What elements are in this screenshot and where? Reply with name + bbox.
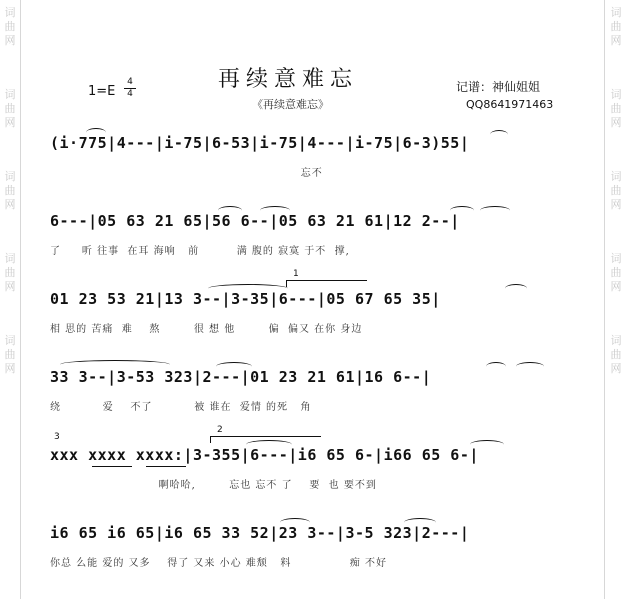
notation-line: xxx xxxx xxxx:|3-355|6---|i6 65 6-|i66 65 6-| — [50, 446, 479, 464]
watermark-group — [5, 88, 16, 130]
watermark-char: 曲 — [4, 20, 16, 33]
watermark-char: 词 — [610, 88, 622, 101]
watermark-char: 词 — [4, 334, 16, 347]
notation-line: i6 65 i6 65|i6 65 33 52|23 3--|3-5 323|2---| — [50, 524, 470, 542]
triplet-mark: 3 — [54, 432, 60, 442]
slur — [490, 130, 508, 139]
watermark-char: 网 — [4, 362, 16, 375]
slur — [516, 362, 544, 371]
watermark-char: 曲 — [4, 102, 16, 115]
notation-line: 6---|05 63 21 65|56 6--|05 63 21 61|12 2--| — [50, 212, 460, 230]
key-signature: 1=E — [88, 84, 116, 99]
watermark-group — [611, 334, 622, 376]
watermark-char: 网 — [4, 34, 16, 47]
slur — [280, 518, 310, 527]
watermark-char: 曲 — [4, 348, 16, 361]
watermark-group — [5, 334, 16, 376]
volta-label: 2 — [217, 425, 223, 435]
watermark-char: 曲 — [4, 266, 16, 279]
notation-line: 01 23 53 21|13 3--|3-35|6---|05 67 65 35| — [50, 290, 441, 308]
watermark-char: 曲 — [610, 348, 622, 361]
watermark-group — [611, 88, 622, 130]
watermark-char: 网 — [610, 198, 622, 211]
watermark-char: 网 — [610, 34, 622, 47]
song-subtitle: 《再续意难忘》 — [252, 98, 329, 111]
right-margin-line — [604, 0, 605, 599]
rhythm-underline — [146, 466, 186, 467]
watermark-group — [5, 6, 16, 48]
lyrics-line: 相 思的 苦痛 难 熬 很 想 他 偏 偏又 在你 身边 — [50, 324, 363, 335]
slur — [86, 128, 106, 137]
watermark-char: 词 — [4, 170, 16, 183]
left-margin-line — [20, 0, 21, 599]
slur — [486, 362, 506, 371]
watermark-group — [611, 170, 622, 212]
watermark-char: 曲 — [610, 184, 622, 197]
transcriber-credit: 记谱：神仙姐姐 — [456, 80, 541, 94]
notation-line: 33 3--|3-53 323|2---|01 23 21 61|16 6--| — [50, 368, 432, 386]
slur — [216, 362, 252, 371]
right-watermark — [608, 0, 624, 605]
watermark-char: 词 — [4, 252, 16, 265]
time-numerator: 4 — [127, 77, 133, 87]
lyrics-line: 啊哈哈, 忘也 忘不 了 要 也 要不到 — [50, 480, 377, 491]
watermark-group — [5, 170, 16, 212]
left-watermark — [2, 0, 18, 605]
watermark-group — [611, 6, 622, 48]
slur — [208, 284, 288, 293]
lyrics-line: 你总 么能 爱的 又多 得了 又来 小心 难颓 料 痴 不好 — [50, 558, 388, 569]
watermark-char: 网 — [610, 362, 622, 375]
slur — [246, 440, 292, 449]
watermark-char: 网 — [4, 116, 16, 129]
watermark-group — [5, 252, 16, 294]
slur — [260, 206, 290, 215]
watermark-char: 词 — [610, 6, 622, 19]
qq-number: QQ8641971463 — [466, 98, 554, 111]
time-signature — [124, 78, 136, 99]
watermark-char: 词 — [610, 252, 622, 265]
slur — [450, 206, 474, 215]
watermark-char: 网 — [4, 280, 16, 293]
slur — [218, 206, 242, 215]
lyrics-line: 忘不 — [50, 168, 323, 179]
rhythm-underline — [92, 466, 132, 467]
watermark-char: 词 — [4, 6, 16, 19]
slur — [60, 360, 170, 369]
watermark-char: 词 — [610, 170, 622, 183]
watermark-char: 词 — [610, 334, 622, 347]
slur — [480, 206, 510, 215]
watermark-char: 网 — [610, 280, 622, 293]
lyrics-line: 了 听 往事 在耳 海响 前 满 腹的 寂寞 于不 撑, — [50, 246, 350, 257]
notation-line: (i·775|4---|i-75|6-53|i-75|4---|i-75|6-3)55| — [50, 134, 470, 152]
watermark-group — [611, 252, 622, 294]
first-ending-bracket — [286, 269, 367, 287]
watermark-char: 曲 — [610, 266, 622, 279]
watermark-char: 曲 — [610, 102, 622, 115]
watermark-char: 网 — [610, 116, 622, 129]
time-denominator: 4 — [127, 89, 133, 99]
watermark-char: 网 — [4, 198, 16, 211]
volta-label: 1 — [293, 269, 299, 279]
slur — [404, 518, 436, 527]
slur — [470, 440, 504, 449]
song-title: 再续意难忘 — [218, 67, 359, 92]
watermark-char: 曲 — [4, 184, 16, 197]
lyrics-line: 绕 爱 不了 被 谁在 爱情 的死 角 — [50, 402, 312, 413]
watermark-char: 词 — [4, 88, 16, 101]
slur — [505, 284, 527, 293]
watermark-char: 曲 — [610, 20, 622, 33]
